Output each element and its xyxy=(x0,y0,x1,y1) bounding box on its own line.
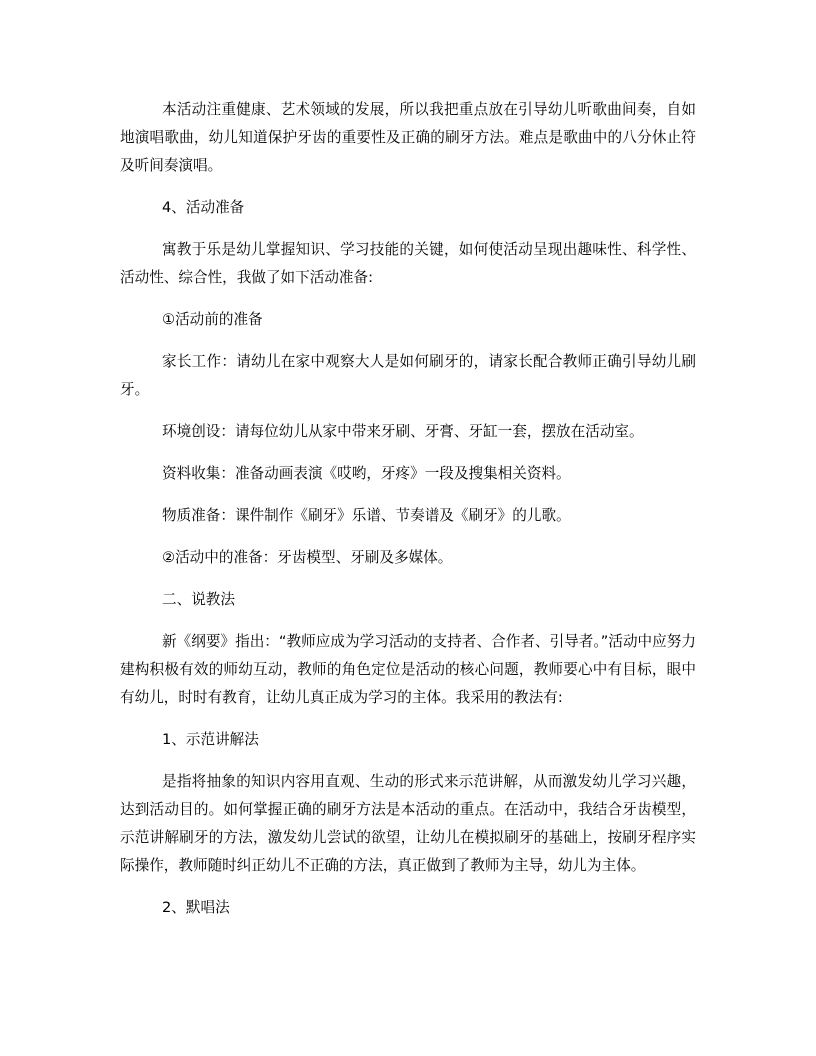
paragraph-parent-work: 家长工作：请幼儿在家中观察大人是如何刷牙的，请家长配合教师正确引导幼儿刷牙。 xyxy=(120,353,696,398)
paragraph-demonstration: 是指将抽象的知识内容用直观、生动的形式来示范讲解，从而激发幼儿学习兴趣，达到活动目的。如何掌握正确的刷牙方法是本活动的重点。在活动中，我结合牙齿模型，示范讲解刷牙的方法，激发幼儿尝试的欲望，让幼儿在模拟刷牙的基础上，按刷牙程序实际操作，教师随时纠正幼儿不正确的方法，真正做到了教师为主导，幼儿为主体。 xyxy=(120,773,696,874)
paragraph-in-activity: ②活动中的准备：牙齿模型、牙刷及多媒体。 xyxy=(162,549,453,566)
document-body xyxy=(120,96,696,936)
paragraph-material-collection: 资料收集：准备动画表演《哎哟，牙疼》一段及搜集相关资料。 xyxy=(162,465,571,482)
paragraph-supplies: 物质准备：课件制作《刷牙》乐谱、节奏谱及《刷牙》的儿歌。 xyxy=(162,507,571,524)
paragraph-environment-setup: 环境创设：请每位幼儿从家中带来牙刷、牙膏、牙缸一套，摆放在活动室。 xyxy=(162,423,644,440)
subheading-pre-activity: ①活动前的准备 xyxy=(162,311,263,328)
paragraph-activity-focus: 本活动注重健康、艺术领域的发展，所以我把重点放在引导幼儿听歌曲间奏，自如地演唱歌曲，幼儿知道保护牙齿的重要性及正确的刷牙方法。难点是歌曲中的八分休止符及听间奏演唱。 xyxy=(120,101,696,174)
heading-teaching-method: 二、说教法 xyxy=(162,591,235,608)
heading-silent-singing: 2、默唱法 xyxy=(162,899,230,916)
paragraph-preparation-intro: 寓教于乐是幼儿掌握知识、学习技能的关键，如何使活动呈现出趣味性、科学性、活动性、综合性，我做了如下活动准备: xyxy=(120,241,696,286)
heading-activity-preparation: 4、活动准备 xyxy=(162,199,245,216)
heading-demonstration-method: 1、示范讲解法 xyxy=(162,731,259,748)
paragraph-guideline: 新《纲要》指出：“教师应成为学习活动的支持者、合作者、引导者。”活动中应努力建构积极有效的师幼互动，教师的角色定位是活动的核心问题，教师要心中有目标，眼中有幼儿，时时有教育，让幼儿真正成为学习的主体。我采用的教法有: xyxy=(120,633,696,706)
